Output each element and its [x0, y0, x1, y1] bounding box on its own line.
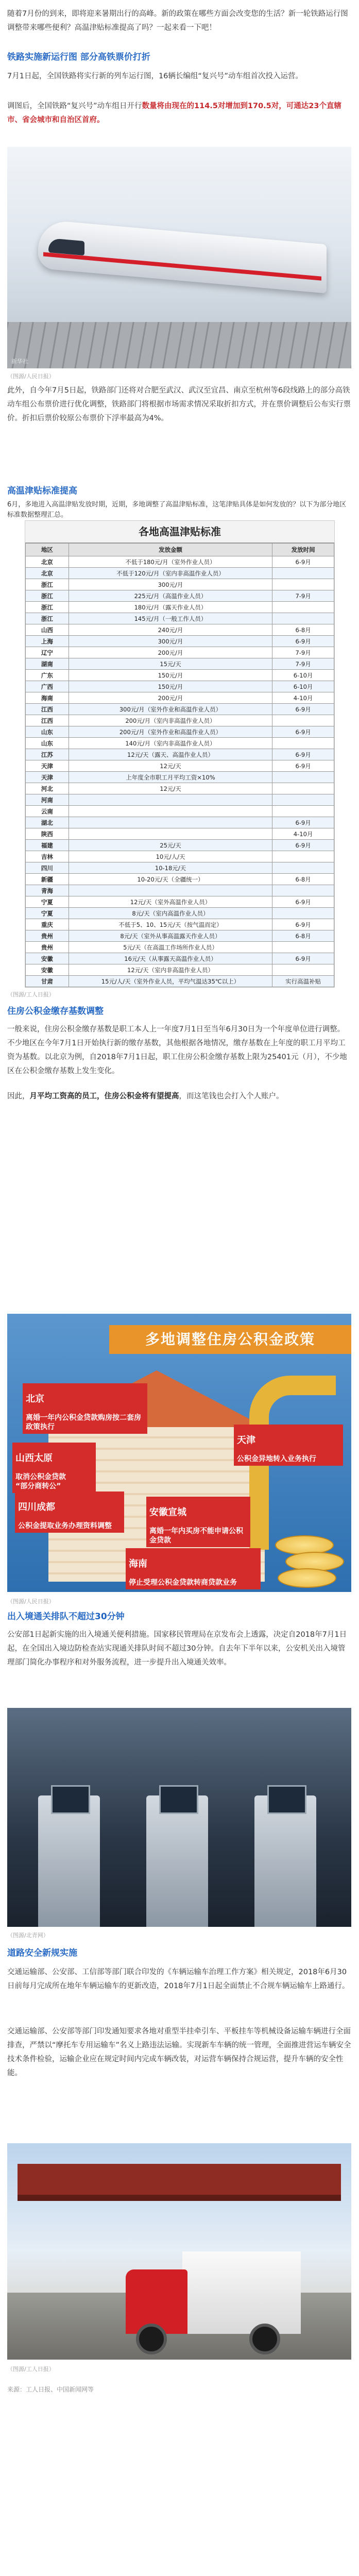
amount-cell: 8元/天（室外从事高温露天作业人员） — [69, 930, 272, 942]
toll-station-photo — [7, 2143, 351, 2360]
amount-cell: 225元/月（高温作业人员） — [69, 590, 272, 602]
fund-tag-text: 公积金异地转入业务执行 — [237, 1455, 316, 1463]
region-cell: 新疆 — [26, 874, 69, 885]
table-row — [26, 681, 334, 692]
road-section-title: 道路安全新规实施 — [7, 1948, 77, 1958]
region-cell: 江西 — [26, 704, 69, 715]
period-cell — [272, 715, 334, 726]
fund-tag-city: 安徽宣城 — [149, 1507, 186, 1518]
truck-cargo-box — [182, 2251, 301, 2334]
region-cell: 安徽 — [26, 953, 69, 964]
period-cell: 7-9月 — [272, 658, 334, 670]
gate-right — [254, 1795, 316, 1927]
table-row — [26, 919, 334, 930]
fund-paragraph-2 — [7, 1090, 351, 1104]
table-row — [26, 568, 334, 579]
amount-cell — [69, 794, 272, 806]
fund-tag-hainan — [126, 1548, 261, 1589]
amount-cell: 10-18元/天 — [69, 862, 272, 874]
region-cell: 宁夏 — [26, 896, 69, 908]
amount-cell: 10元/人/天 — [69, 851, 272, 862]
rail-paragraph-3: 此外，自今年7月5日起，铁路部门还将对合肥至武汉、武汉至宜昌、南京至杭州等6段线路上的部分高铁动车组公布票价进行优化调整，铁路部门将根据市场需求情况采取折扣方式，并在票价调整后公布实行票价。折扣后票价较原公布票价下浮率最高为4%。 — [7, 386, 351, 422]
region-cell: 广西 — [26, 681, 69, 692]
table-row — [26, 806, 334, 817]
table-row — [26, 749, 334, 760]
table-row — [26, 624, 334, 636]
table-row — [26, 942, 334, 953]
table-row — [26, 738, 334, 749]
region-cell: 宁夏 — [26, 908, 69, 919]
fund-tag-city: 北京 — [26, 1394, 44, 1404]
road-caption: （图源/工人日报） — [7, 2366, 55, 2372]
region-cell: 重庆 — [26, 919, 69, 930]
period-cell: 6-10月 — [272, 681, 334, 692]
amount-cell: 上年度全市职工月平均工资×10% — [69, 772, 272, 783]
amount-cell: 12元/天（露天、高温作业人员） — [69, 749, 272, 760]
period-cell — [272, 613, 334, 624]
table-row — [26, 704, 334, 715]
region-cell: 安徽 — [26, 964, 69, 976]
table-row — [26, 772, 334, 783]
period-cell: 6-9月 — [272, 636, 334, 647]
amount-cell: 12元/天 — [69, 783, 272, 794]
amount-cell — [69, 828, 272, 840]
region-cell: 福建 — [26, 840, 69, 851]
amount-cell: 15元/天 — [69, 658, 272, 670]
region-cell: 广东 — [26, 670, 69, 681]
period-cell — [272, 964, 334, 976]
amount-cell — [69, 806, 272, 817]
period-cell: 6-9月 — [272, 919, 334, 930]
amount-cell — [69, 987, 272, 988]
amount-cell: 8元/天（室内高温作业人员） — [69, 908, 272, 919]
period-cell — [272, 942, 334, 953]
period-cell — [272, 908, 334, 919]
period-cell — [272, 885, 334, 896]
gate-screen — [51, 1785, 90, 1814]
period-cell: 6-10月 — [272, 670, 334, 681]
amount-cell: 25元/天 — [69, 840, 272, 851]
border-paragraph: 公安部1日起新实施的出入境通关便利措施。国家移民管理局在京发布会上透露，决定自2018年7月1日起，在全国出入境边防检查站实现通关排队时间不超过30分钟。自去年下半年以来，公安机关出入境管理部门简化办事程序和对外服务流程，进一步提升出入境通关效率。 — [7, 1631, 347, 1667]
period-cell: 实行高温补贴 — [272, 976, 334, 987]
table-row — [26, 862, 334, 874]
period-cell: 6-9月 — [272, 726, 334, 738]
region-cell: 贵州 — [26, 942, 69, 953]
fund-tag-xuancheng — [146, 1497, 250, 1547]
fund-tag-text: 取消公积金贷款 “部分商转公” — [15, 1473, 66, 1490]
table-row — [26, 828, 334, 840]
amount-cell: 200元/月（室外作业和高温作业人员） — [69, 726, 272, 738]
period-cell: 6-9月 — [272, 749, 334, 760]
amount-cell: 150元/月 — [69, 670, 272, 681]
region-cell: 海南 — [26, 692, 69, 704]
amount-cell: 200元/月（室内非高温作业人员） — [69, 715, 272, 726]
fund-tag-city: 天津 — [237, 1435, 255, 1446]
toll-roof — [18, 2164, 341, 2201]
fund-paragraph-2-lead: 因此， — [7, 1092, 30, 1100]
header-region: 地区 — [26, 544, 69, 556]
amount-cell — [69, 817, 272, 828]
period-cell — [272, 783, 334, 794]
period-cell: 6-9月 — [272, 840, 334, 851]
amount-cell: 200元/月 — [69, 647, 272, 658]
fund-tag-tianjin — [234, 1425, 343, 1466]
amount-cell: 不低于180元/月（室外作业人员） — [69, 556, 272, 568]
region-cell: 浙江 — [26, 613, 69, 624]
border-gate-photo — [7, 1708, 351, 1927]
table-row — [26, 579, 334, 590]
table-row — [26, 930, 334, 942]
region-cell: 贵州 — [26, 930, 69, 942]
period-cell: 6-9月 — [272, 817, 334, 828]
table-row — [26, 760, 334, 772]
fund-tag-text: 离婚一年内公积金贷款购房按二套房政策执行 — [26, 1414, 141, 1431]
subsidy-table-image — [25, 520, 335, 988]
table-row — [26, 987, 334, 988]
region-cell: 陕西 — [26, 828, 69, 840]
amount-cell: 180元/月（露天作业人员） — [69, 602, 272, 613]
region-cell: 北京 — [26, 556, 69, 568]
table-row — [26, 783, 334, 794]
amount-cell: 12元/天（室外高温作业人员） — [69, 896, 272, 908]
subsidy-table — [25, 543, 334, 988]
table-row — [26, 840, 334, 851]
table-row — [26, 964, 334, 976]
region-cell: 浙江 — [26, 579, 69, 590]
rail-tracks — [7, 322, 351, 368]
period-cell: 6-9月 — [272, 704, 334, 715]
region-cell: 浙江 — [26, 602, 69, 613]
period-cell — [272, 794, 334, 806]
region-cell: 江苏 — [26, 749, 69, 760]
period-cell: 6-9月 — [272, 896, 334, 908]
table-row — [26, 908, 334, 919]
table-row — [26, 885, 334, 896]
region-cell: 吉林 — [26, 851, 69, 862]
region-cell: 湖南 — [26, 658, 69, 670]
period-cell — [272, 987, 334, 988]
fund-tag-text: 离婚一年内买房不能申请公积金贷款 — [149, 1527, 243, 1545]
region-cell: 河南 — [26, 794, 69, 806]
fund-caption: （图源/人民日报） — [7, 1598, 55, 1605]
table-row — [26, 602, 334, 613]
gate-screen — [267, 1785, 306, 1814]
wheel-icon — [249, 2324, 280, 2354]
region-cell: 天津 — [26, 760, 69, 772]
period-cell: 6-9月 — [272, 556, 334, 568]
table-row — [26, 613, 334, 624]
table-row — [26, 692, 334, 704]
rail-paragraph-2-highlight: 数量将由现在的114.5对增加到170.5对，可通达23个直辖市、省会城市和自治区首府。 — [7, 102, 341, 124]
amount-cell: 12元/天 — [69, 760, 272, 772]
amount-cell: 300元/月 — [69, 579, 272, 590]
region-cell: 山西 — [26, 624, 69, 636]
period-cell: 6-8月 — [272, 930, 334, 942]
wheel-icon — [136, 2324, 167, 2354]
region-cell: 甘肃 — [26, 976, 69, 987]
rail-paragraph-1: 7月1日起，全国铁路将实行新的列车运行图，16辆长编组“复兴号”动车组首次投入运营。 — [7, 72, 303, 80]
fund-tag-city: 山西太原 — [15, 1453, 53, 1464]
rail-paragraph-2-text: 调图后，全国铁路“复兴号”动车组日开行 — [7, 102, 142, 110]
table-row — [26, 715, 334, 726]
fund-tag-text: 公积金提取业务办理资料调整 — [18, 1522, 112, 1530]
rail-paragraph-2 — [7, 99, 351, 127]
period-cell — [272, 806, 334, 817]
rail-photo-caption: （图源/人民日报） — [7, 373, 55, 380]
header-amount: 发放金额 — [69, 544, 272, 556]
region-cell: 河北 — [26, 783, 69, 794]
amount-cell: 不低于5、10、15元/天（按气温而定） — [69, 919, 272, 930]
period-cell — [272, 579, 334, 590]
border-section-title: 出入境通关排队不超过30分钟 — [7, 1612, 125, 1622]
road-paragraph-2: 交通运输部、公安部等部门印发通知要求各地对重型半挂牵引车、平板挂车等机械设备运输车辆进行全面排查，严禁以“摩托车专用运输车”名义上路违法运输。实现新车车辆的统一管理，全面推进营运车辆安全技术条件检验，运输企业应在规定时间内完成车辆改装，对运营车辆保持合规运营，提升车辆的安全性能。 — [7, 2027, 351, 2077]
period-cell: 4-10月 — [272, 828, 334, 840]
period-cell: 4-10月 — [272, 692, 334, 704]
table-row — [26, 556, 334, 568]
subsidy-table-title: 各地高温津贴标准 — [25, 521, 334, 543]
period-cell: 6-8月 — [272, 874, 334, 885]
rail-section-title: 铁路实施新运行图 部分高铁票价打折 — [7, 52, 150, 62]
amount-cell: 不低于120元/月（室内非高温作业人员） — [69, 568, 272, 579]
region-cell: 湖北 — [26, 817, 69, 828]
subsidy-caption: （图源/工人日报） — [7, 991, 55, 998]
table-row — [26, 670, 334, 681]
period-cell — [272, 568, 334, 579]
header-period: 发放时间 — [272, 544, 334, 556]
region-cell: 上海 — [26, 636, 69, 647]
table-row — [26, 658, 334, 670]
region-cell: 青海 — [26, 885, 69, 896]
region-cell: 浙江 — [26, 590, 69, 602]
amount-cell: 200元/月 — [69, 692, 272, 704]
amount-cell: 12元/天（室内非高温作业人员） — [69, 964, 272, 976]
fund-tag-city: 海南 — [129, 1558, 147, 1569]
region-cell: 江西 — [26, 715, 69, 726]
amount-cell: 145元/月（一般工作人员） — [69, 613, 272, 624]
table-row — [26, 874, 334, 885]
region-cell: 山东 — [26, 726, 69, 738]
table-row — [26, 794, 334, 806]
fund-tag-text: 停止受理公积金贷款转商贷款业务 — [129, 1579, 237, 1587]
table-row — [26, 817, 334, 828]
amount-cell: 5元/天（在高温工作场所作业人员） — [69, 942, 272, 953]
table-row — [26, 647, 334, 658]
fund-banner: 多地调整住房公积金政策 — [109, 1325, 351, 1354]
amount-cell: 10-20元/天（全疆统一） — [69, 874, 272, 885]
region-cell — [26, 987, 69, 988]
fund-paragraph-1: 一般来说，住房公积金缴存基数是职工本人上一年度7月1日至当年6月30日为一个年度单位进行调整。不少地区在今年7月1日开始执行新的缴存基数，其他根据各地情况，缴存基数在上年度的职工月平均工资为基数。以北京为例，自2018年7月1日起，职工住房公积金缴存基数上限为25401元（月），不少地区在公积金缴存基数上发生变化。 — [7, 1025, 347, 1075]
subsidy-paragraph: 6月，多地进入高温津贴发放时期，近期，多地调整了高温津贴标准，这笔津贴具体是如何发放的？以下为部分地区标准数据整理汇总。 — [7, 501, 347, 519]
gate-left — [38, 1795, 100, 1927]
article-source: 来源：工人日报、中国新闻网等 — [7, 2386, 94, 2393]
period-cell: 6-9月 — [272, 760, 334, 772]
region-cell: 天津 — [26, 772, 69, 783]
table-row — [26, 726, 334, 738]
fund-tag-taiyuan — [12, 1443, 96, 1493]
table-row — [26, 976, 334, 987]
fund-tag-chengdu — [15, 1492, 124, 1533]
intro-paragraph: 随着7月份的到来，即将迎来暑期出行的高峰。新的政策在哪些方面会改变您的生活？新一轮铁路运行图调整带来哪些便利？高温津贴标准提高了吗？一起来看一下吧！ — [7, 10, 348, 32]
amount-cell: 15元/人/天（室外作业人员，平均气温达35℃以上） — [69, 976, 272, 987]
amount-cell: 300元/月 — [69, 636, 272, 647]
fund-paragraph-2-tail: ，而这笔钱也会打入个人账户。 — [179, 1092, 284, 1100]
table-row — [26, 590, 334, 602]
road-paragraph-1: 交通运输部、公安部、工信部等部门联合印发的《车辆运输车治理工作方案》相关规定，2018年6月30日前每月完成所在地年车辆运输车的更新改造，2018年7月1日起全面禁止不合规车辆运输车上路通行。 — [7, 1968, 350, 1990]
period-cell — [272, 738, 334, 749]
table-row — [26, 636, 334, 647]
amount-cell: 140元/月（室内非高温作业人员） — [69, 738, 272, 749]
region-cell: 山东 — [26, 738, 69, 749]
amount-cell: 150元/月 — [69, 681, 272, 692]
subsidy-table-body — [26, 556, 334, 988]
gate-screen — [159, 1785, 198, 1814]
fund-tag-city: 四川成都 — [18, 1502, 55, 1513]
fund-tag-beijing — [23, 1383, 147, 1434]
amount-cell: 300元/月（室外作业和高温作业人员） — [69, 704, 272, 715]
train-window — [48, 238, 84, 256]
table-row — [26, 953, 334, 964]
amount-cell — [69, 885, 272, 896]
period-cell: 6-9月 — [272, 953, 334, 964]
period-cell — [272, 851, 334, 862]
region-cell: 云南 — [26, 806, 69, 817]
subsidy-section-title: 高温津贴标准提高 — [7, 486, 77, 496]
region-cell: 四川 — [26, 862, 69, 874]
fund-section-title: 住房公积金缴存基数调整 — [7, 1006, 104, 1016]
amount-cell: 240元/月 — [69, 624, 272, 636]
housing-fund-infographic — [7, 1314, 351, 1592]
period-cell: 6-8月 — [272, 624, 334, 636]
gate-middle — [146, 1795, 208, 1927]
amount-cell: 16元/天（从事露天高温作业人员） — [69, 953, 272, 964]
coin-icon — [278, 1568, 336, 1588]
table-row — [26, 896, 334, 908]
period-cell: 7-9月 — [272, 590, 334, 602]
table-row — [26, 851, 334, 862]
period-cell — [272, 862, 334, 874]
region-cell: 辽宁 — [26, 647, 69, 658]
photo-watermark: 新华社 — [11, 358, 28, 365]
period-cell: 7-9月 — [272, 647, 334, 658]
region-cell: 北京 — [26, 568, 69, 579]
bullet-train-photo — [7, 147, 351, 368]
fund-paragraph-2-bold: 月平均工资高的员工，住房公积金将有望提高 — [29, 1092, 179, 1100]
border-caption: （图源/北青网） — [7, 1932, 49, 1939]
period-cell — [272, 602, 334, 613]
period-cell — [272, 772, 334, 783]
subsidy-table-header-row — [26, 544, 334, 556]
